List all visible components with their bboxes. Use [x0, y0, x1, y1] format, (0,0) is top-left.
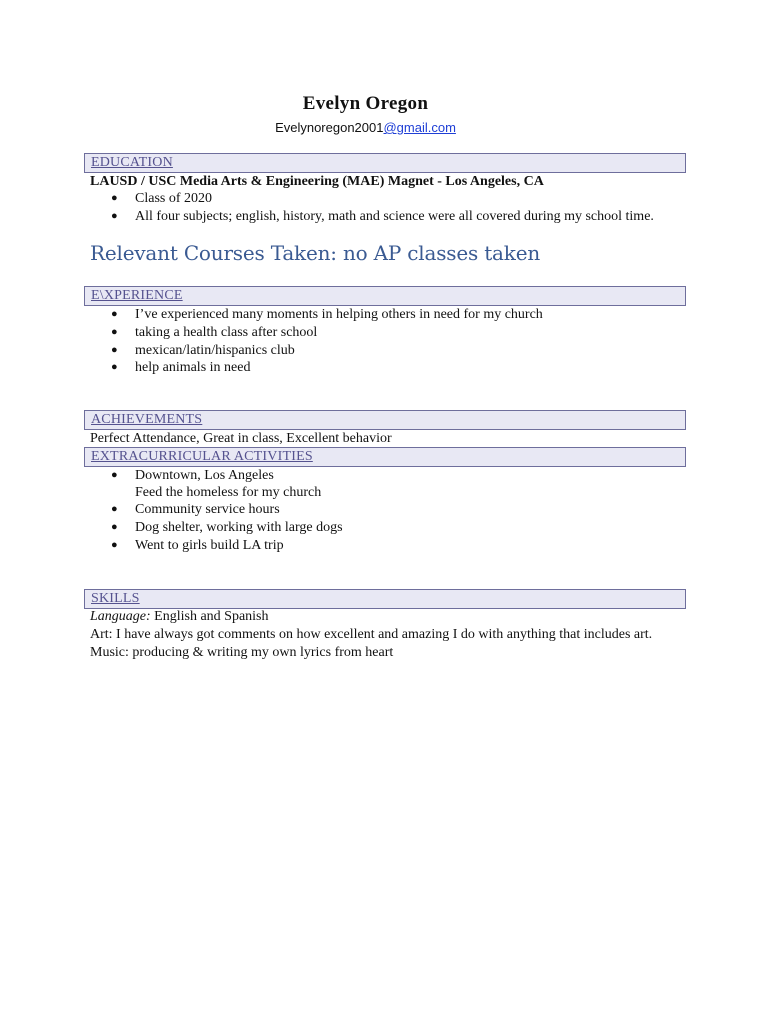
education-section-bar	[84, 153, 686, 173]
education-item: All four subjects; english, history, math and science were all covered during my school time.	[135, 209, 654, 224]
language-label: Language:	[90, 609, 151, 624]
extracurricular-item: Dog shelter, working with large dogs	[135, 520, 343, 535]
experience-section-bar	[84, 286, 686, 306]
contact-email	[0, 120, 731, 135]
extracurricular-item-continued: Feed the homeless for my church	[135, 485, 322, 500]
skills-section-title: SKILLS	[91, 591, 140, 606]
skills-language	[90, 608, 269, 625]
skills-section-bar	[84, 589, 686, 609]
bullet-icon: ●	[111, 308, 118, 320]
skills-music: Music: producing & writing my own lyrics from heart	[90, 645, 394, 660]
skills-art: Art: I have always got comments on how excellent and amazing I do with anything that includes art.	[90, 627, 653, 642]
education-section-title: EDUCATION	[91, 155, 173, 170]
email-prefix: Evelynoregon2001	[275, 120, 384, 135]
bullet-icon: ●	[111, 521, 118, 533]
bullet-icon: ●	[111, 210, 118, 222]
language-value: English and Spanish	[150, 609, 269, 624]
bullet-icon: ●	[111, 361, 118, 373]
experience-item: mexican/latin/hispanics club	[135, 343, 295, 358]
education-item: Class of 2020	[135, 191, 212, 206]
email-link[interactable]: @gmail.com	[383, 120, 456, 135]
bullet-icon: ●	[111, 344, 118, 356]
extracurricular-section-bar	[84, 447, 686, 467]
achievements-section-bar	[84, 410, 686, 430]
bullet-icon: ●	[111, 192, 118, 204]
experience-item: I’ve experienced many moments in helping others in need for my church	[135, 307, 543, 322]
bullet-icon: ●	[111, 326, 118, 338]
bullet-icon: ●	[111, 503, 118, 515]
bullet-icon: ●	[111, 539, 118, 551]
education-school: LAUSD / USC Media Arts & Engineering (MAE) Magnet - Los Angeles, CA	[90, 174, 544, 189]
extracurricular-item: Went to girls build LA trip	[135, 538, 284, 553]
experience-section-title: E\XPERIENCE	[91, 288, 183, 303]
achievements-section-title: ACHIEVEMENTS	[91, 412, 203, 427]
achievements-text: Perfect Attendance, Great in class, Excellent behavior	[90, 431, 392, 446]
extracurricular-section-title: EXTRACURRICULAR ACTIVITIES	[91, 449, 313, 464]
experience-item: taking a health class after school	[135, 325, 318, 340]
extracurricular-item: Downtown, Los Angeles	[135, 468, 274, 483]
experience-item: help animals in need	[135, 360, 251, 375]
bullet-icon: ●	[111, 469, 118, 481]
extracurricular-item: Community service hours	[135, 502, 280, 517]
resume-name: Evelyn Oregon	[302, 93, 429, 114]
courses-heading: Relevant Courses Taken: no AP classes taken	[90, 241, 541, 265]
